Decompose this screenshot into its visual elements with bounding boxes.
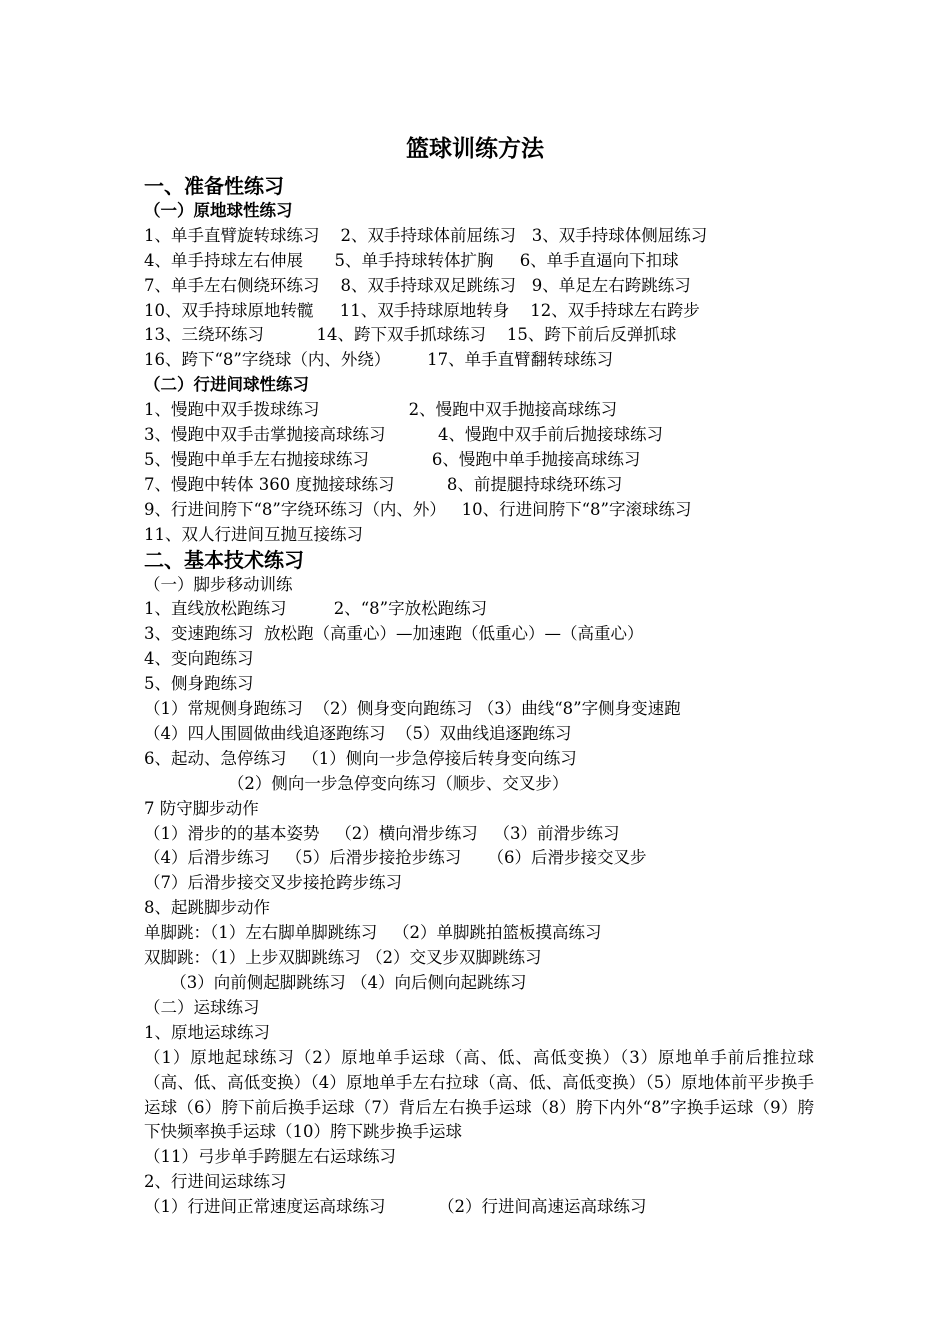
text-line: （二）运球练习: [144, 997, 260, 1017]
text-line: 16、跨下“8”字绕球（内、外绕） 17、单手直臂翻转球练习: [144, 350, 614, 370]
text-line: 10、双手持球原地转髋 11、双手持球原地转身 12、双手持球左右跨步: [144, 300, 700, 320]
text-line: 9、行进间胯下“8”字绕环练习（内、外） 10、行进间胯下“8”字滚球练习: [144, 499, 692, 519]
text-line: （3）向前侧起脚跳练习 （4）向后侧向起跳练习: [144, 973, 527, 992]
subsection-heading: （二）行进间球性练习: [144, 375, 309, 395]
text-line: 7、单手左右侧绕环练习 8、双手持球双足跳练习 9、单足左右跨跳练习: [144, 275, 691, 295]
subsection-heading: （一）原地球性练习: [144, 200, 293, 220]
text-line: 双脚跳：（1）上步双脚跳练习 （2）交叉步双脚跳练习: [144, 948, 542, 968]
text-line: 1、单手直臂旋转球练习 2、双手持球体前屈练习 3、双手持球体侧屈练习: [144, 225, 708, 245]
text-line: 1、慢跑中双手拨球练习 2、慢跑中双手抛接高球练习: [144, 400, 618, 420]
document-body: [144, 174, 814, 1220]
text-line: 1、直线放松跑练习 2、“8”字放松跑练习: [144, 599, 488, 619]
text-line: （一）脚步移动训练: [144, 574, 293, 594]
section-heading: 一、准备性练习: [144, 174, 284, 198]
text-line: 13、三绕环练习 14、跨下双手抓球练习 15、跨下前后反弹抓球: [144, 325, 677, 345]
text-line: （11）弓步单手跨腿左右运球练习: [144, 1147, 396, 1167]
text-line: 4、单手持球左右伸展 5、单手持球转体扩胸 6、单手直逼向下扣球: [144, 250, 679, 270]
page-title: 篮球训练方法: [406, 135, 544, 162]
text-line: 8、起跳脚步动作: [144, 898, 270, 918]
text-line: 5、侧身跑练习: [144, 674, 254, 694]
text-line: （7）后滑步接交叉步接抢跨步练习: [144, 873, 402, 893]
text-line: 1、原地运球练习: [144, 1022, 270, 1042]
text-line: （1）行进间正常速度运高球练习 （2）行进间高速运高球练习: [144, 1197, 647, 1217]
text-line: （1）滑步的的基本姿势 （2）横向滑步练习 （3）前滑步练习: [144, 823, 620, 843]
text-line: 6、起动、急停练习 （1）侧向一步急停接后转身变向练习: [144, 748, 577, 768]
text-line: 3、慢跑中双手击掌抛接高球练习 4、慢跑中双手前后抛接球练习: [144, 425, 663, 445]
section-heading: 二、基本技术练习: [144, 547, 304, 572]
text-line: 7、慢跑中转体 360 度抛接球练习 8、前提腿持球绕环练习: [144, 474, 623, 494]
text-line: （2）侧向一步急停变向练习（顺步、交叉步）: [144, 773, 569, 793]
paragraph: （1）原地起球练习（2）原地单手运球（高、低、高低变换）（3）原地单手前后推拉球（高、低、高低变换）（4）原地单手左右拉球（高、低、高低变换）（5）原地体前平步换手运球（6）胯下前后换手运球（7）背后左右换手运球（8）胯下内外“8”字换手运球（9）胯下快频率换手运球（10）胯下跳步换手运球: [144, 1047, 814, 1142]
text-line: （4）后滑步练习 （5）后滑步接抢步练习 （6）后滑步接交叉步: [144, 848, 647, 868]
text-line: 2、行进间运球练习: [144, 1172, 287, 1192]
text-line: 7 防守脚步动作: [144, 798, 259, 818]
text-line: 3、变速跑练习 放松跑（高重心）—加速跑（低重心）—（高重心）: [144, 624, 644, 644]
text-line: （4）四人围圆做曲线追逐跑练习 （5）双曲线追逐跑练习: [144, 723, 572, 743]
text-line: 11、双人行进间互抛互接练习: [144, 524, 363, 544]
text-line: 4、变向跑练习: [144, 649, 254, 669]
text-line: 单脚跳：（1）左右脚单脚跳练习 （2）单脚跳拍篮板摸高练习: [144, 923, 602, 943]
text-line: 5、慢跑中单手左右抛接球练习 6、慢跑中单手抛接高球练习: [144, 449, 641, 469]
text-line: （1）常规侧身跑练习 （2）侧身变向跑练习 （3）曲线“8”字侧身变速跑: [144, 699, 681, 719]
